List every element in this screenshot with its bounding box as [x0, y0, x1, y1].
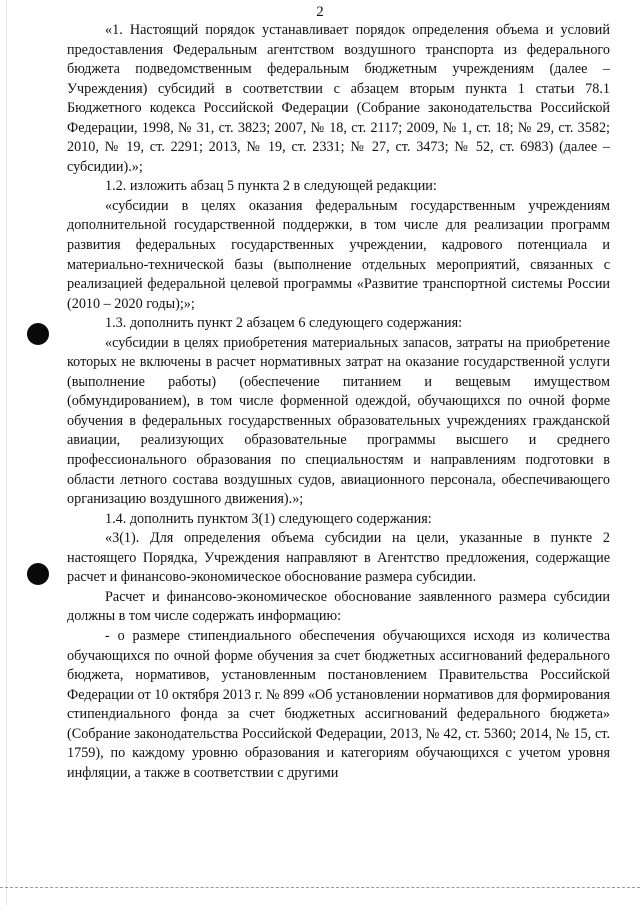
- punch-hole-mark: [27, 323, 49, 345]
- document-body: [67, 21, 610, 783]
- paragraph-scholarship: - о размере стипендиального обеспечения обучающихся исходя из количества обучающихся по очной форме обучения за счет бюджетных ассигнований федерального бюджета, нормативов, установленным постановлением Правительства Российской Федерации от 10 октября 2013 г. № 899 «Об установлении нормативов для формирования стипендиального фонда за счет бюджетных ассигнований федерального бюджета» (Собрание законодательства Российской Федерации, 2013, № 42, ст. 5360; 2014, № 15, ст. 1759), по каждому уровню образования и категориям обучающихся с учетом уровня инфляции, а также в соответствии с другими: [67, 627, 610, 781]
- page-number: 2: [316, 4, 324, 20]
- paragraph-amendment-1-4: 1.4. дополнить пунктом 3(1) следующего содержания:: [105, 510, 432, 527]
- paragraph-clause-1: «1. Настоящий порядок устанавливает порядок определения объема и условий предоставления Федеральным агентством воздушного транспорта из федерального бюджета подведомственным федеральным бюджетным учреждениям (далее – Учреждения) субсидий в соответствии с абзацем вторым пункта 1 статьи 78.1 Бюджетного кодекса Российской Федерации (Собрание законодательства Российской Федерации, 1998, № 31, ст. 3823; 2007, № 18, ст. 2117; 2009, № 1, ст. 18; № 29, ст. 3582; 2010, № 19, ст. 2291; 2013, № 19, ст. 2331; № 27, ст. 3473; № 52, ст. 6983) (далее – субсидии).»;: [67, 22, 610, 175]
- scan-edge-line: [6, 0, 7, 905]
- paragraph-subsidy-support: «субсидии в целях оказания федеральным государственным учреждениям дополнительной государственной поддержки, в том числе для реализации программ развития федеральных государственных учреждении, кадрового потенциала и материально-технической базы (выполнение отдельных мероприятий, связанных с реализацией федеральной целевой программы «Развитие транспортной системы России (2010 – 2020 годы);»;: [67, 197, 610, 312]
- paragraph-clause-3-1: «3(1). Для определения объема субсидии на цели, указанные в пункте 2 настоящего Порядка, Учреждения направляют в Агентство предложения, содержащие расчет и финансово-экономическое обоснование размера субсидии.: [67, 530, 610, 586]
- paragraph-subsidy-materials: «субсидии в целях приобретения материальных запасов, затраты на приобретение которых не включены в расчет нормативных затрат на оказание государственной услуги (выполнение работы) (обеспечение питанием и вещевым имуществом (обмундированием), в том числе форменной одеждой, обучающихся по очной форме обучения в федеральных государственных образовательных учреждениях гражданской авиации, реализующих образовательные программы высшего и среднего профессионального образования по специальностям и направлениям подготовки в области летного состава воздушных судов, авиационного персонала, обеспечивающего организацию воздушного движения).»;: [67, 334, 610, 508]
- paragraph-calculation: Расчет и финансово-экономическое обоснование заявленного размера субсидии должны в том числе содержать информацию:: [67, 588, 610, 625]
- paragraph-amendment-1-3: 1.3. дополнить пункт 2 абзацем 6 следующего содержания:: [105, 315, 463, 332]
- page-bottom-edge: [0, 887, 640, 888]
- paragraph-amendment-1-2: 1.2. изложить абзац 5 пункта 2 в следующей редакции:: [105, 178, 437, 195]
- punch-hole-mark: [27, 563, 49, 585]
